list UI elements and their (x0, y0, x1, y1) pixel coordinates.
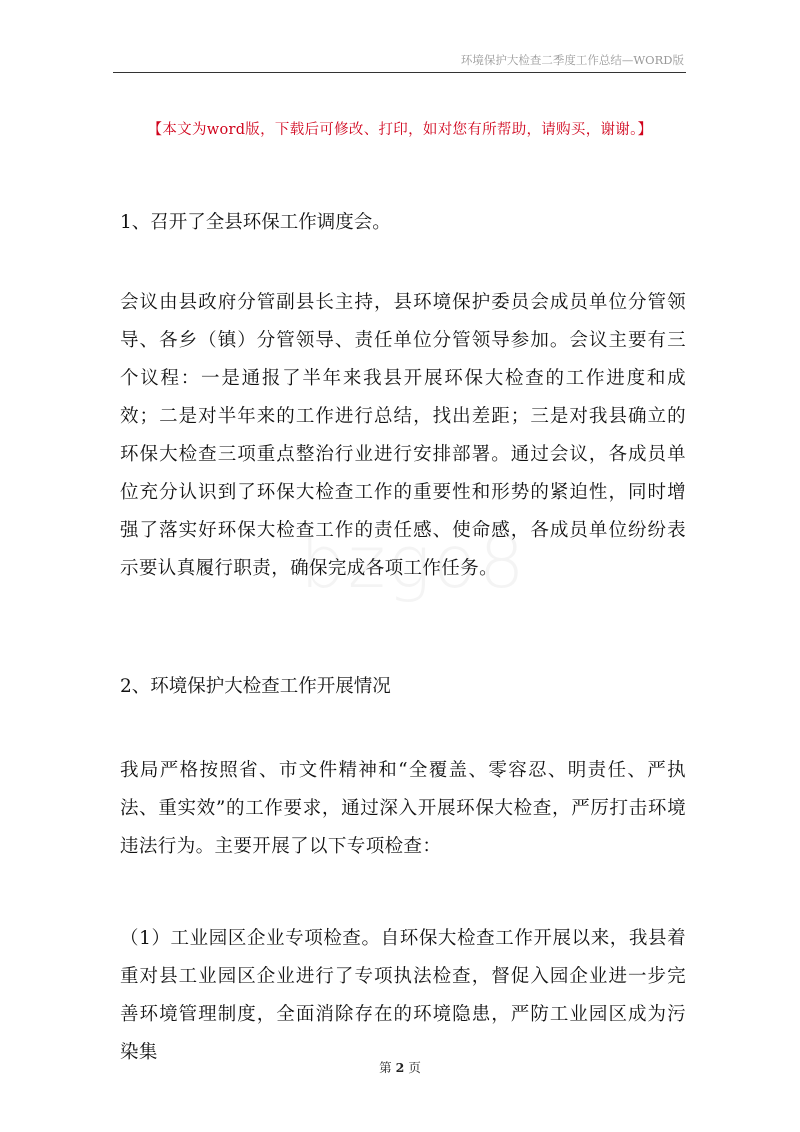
footer-suffix: 页 (408, 1060, 421, 1075)
footer-prefix: 第 (379, 1060, 392, 1075)
purchase-notice: 【本文为word版，下载后可修改、打印，如对您有所帮助，请购买，谢谢。】 (147, 122, 653, 138)
page-number: 2 (395, 1060, 405, 1075)
section-1-paragraph: 会议由县政府分管副县长主持，县环境保护委员会成员单位分管领导、各乡（镇）分管领导、责任单位分管领导参加。会议主要有三个议程：一是通报了半年来我县开展环保大检查的工作进度和成效；二是对半年来的工作进行总结，找出差距；三是对我县确立的环保大检查三项重点整治行业进行安排部署。通过会议，各成员单位充分认识到了环保大检查工作的重要性和形势的紧迫性，同时增强了落实好环保大检查工作的责任感、使命感，各成员单位纷纷表示要认真履行职责，确保完成各项工作任务。 (120, 292, 686, 579)
section-1-heading: 1、召开了全县环保工作调度会。 (120, 212, 391, 233)
section-2-paragraph: 我局严格按照省、市文件精神和“全覆盖、零容忍、明责任、严执法、重实效”的工作要求，通过深入开展环保大检查，严厉打击环境违法行为。主要开展了以下专项检查： (120, 760, 686, 857)
page-footer (0, 1058, 800, 1076)
section-3-paragraph: （1）工业园区企业专项检查。自环保大检查工作开展以来，我县着重对县工业园区企业进行了专项执法检查，督促入园企业进一步完善环境管理制度，全面消除存在的环境隐患，严防工业园区成为污染集 (120, 928, 686, 1063)
page-header-title: 环境保护大检查二季度工作总结—WORD版 (460, 53, 684, 67)
section-2-heading: 2、环境保护大检查工作开展情况 (120, 676, 391, 697)
header-divider (113, 72, 686, 73)
